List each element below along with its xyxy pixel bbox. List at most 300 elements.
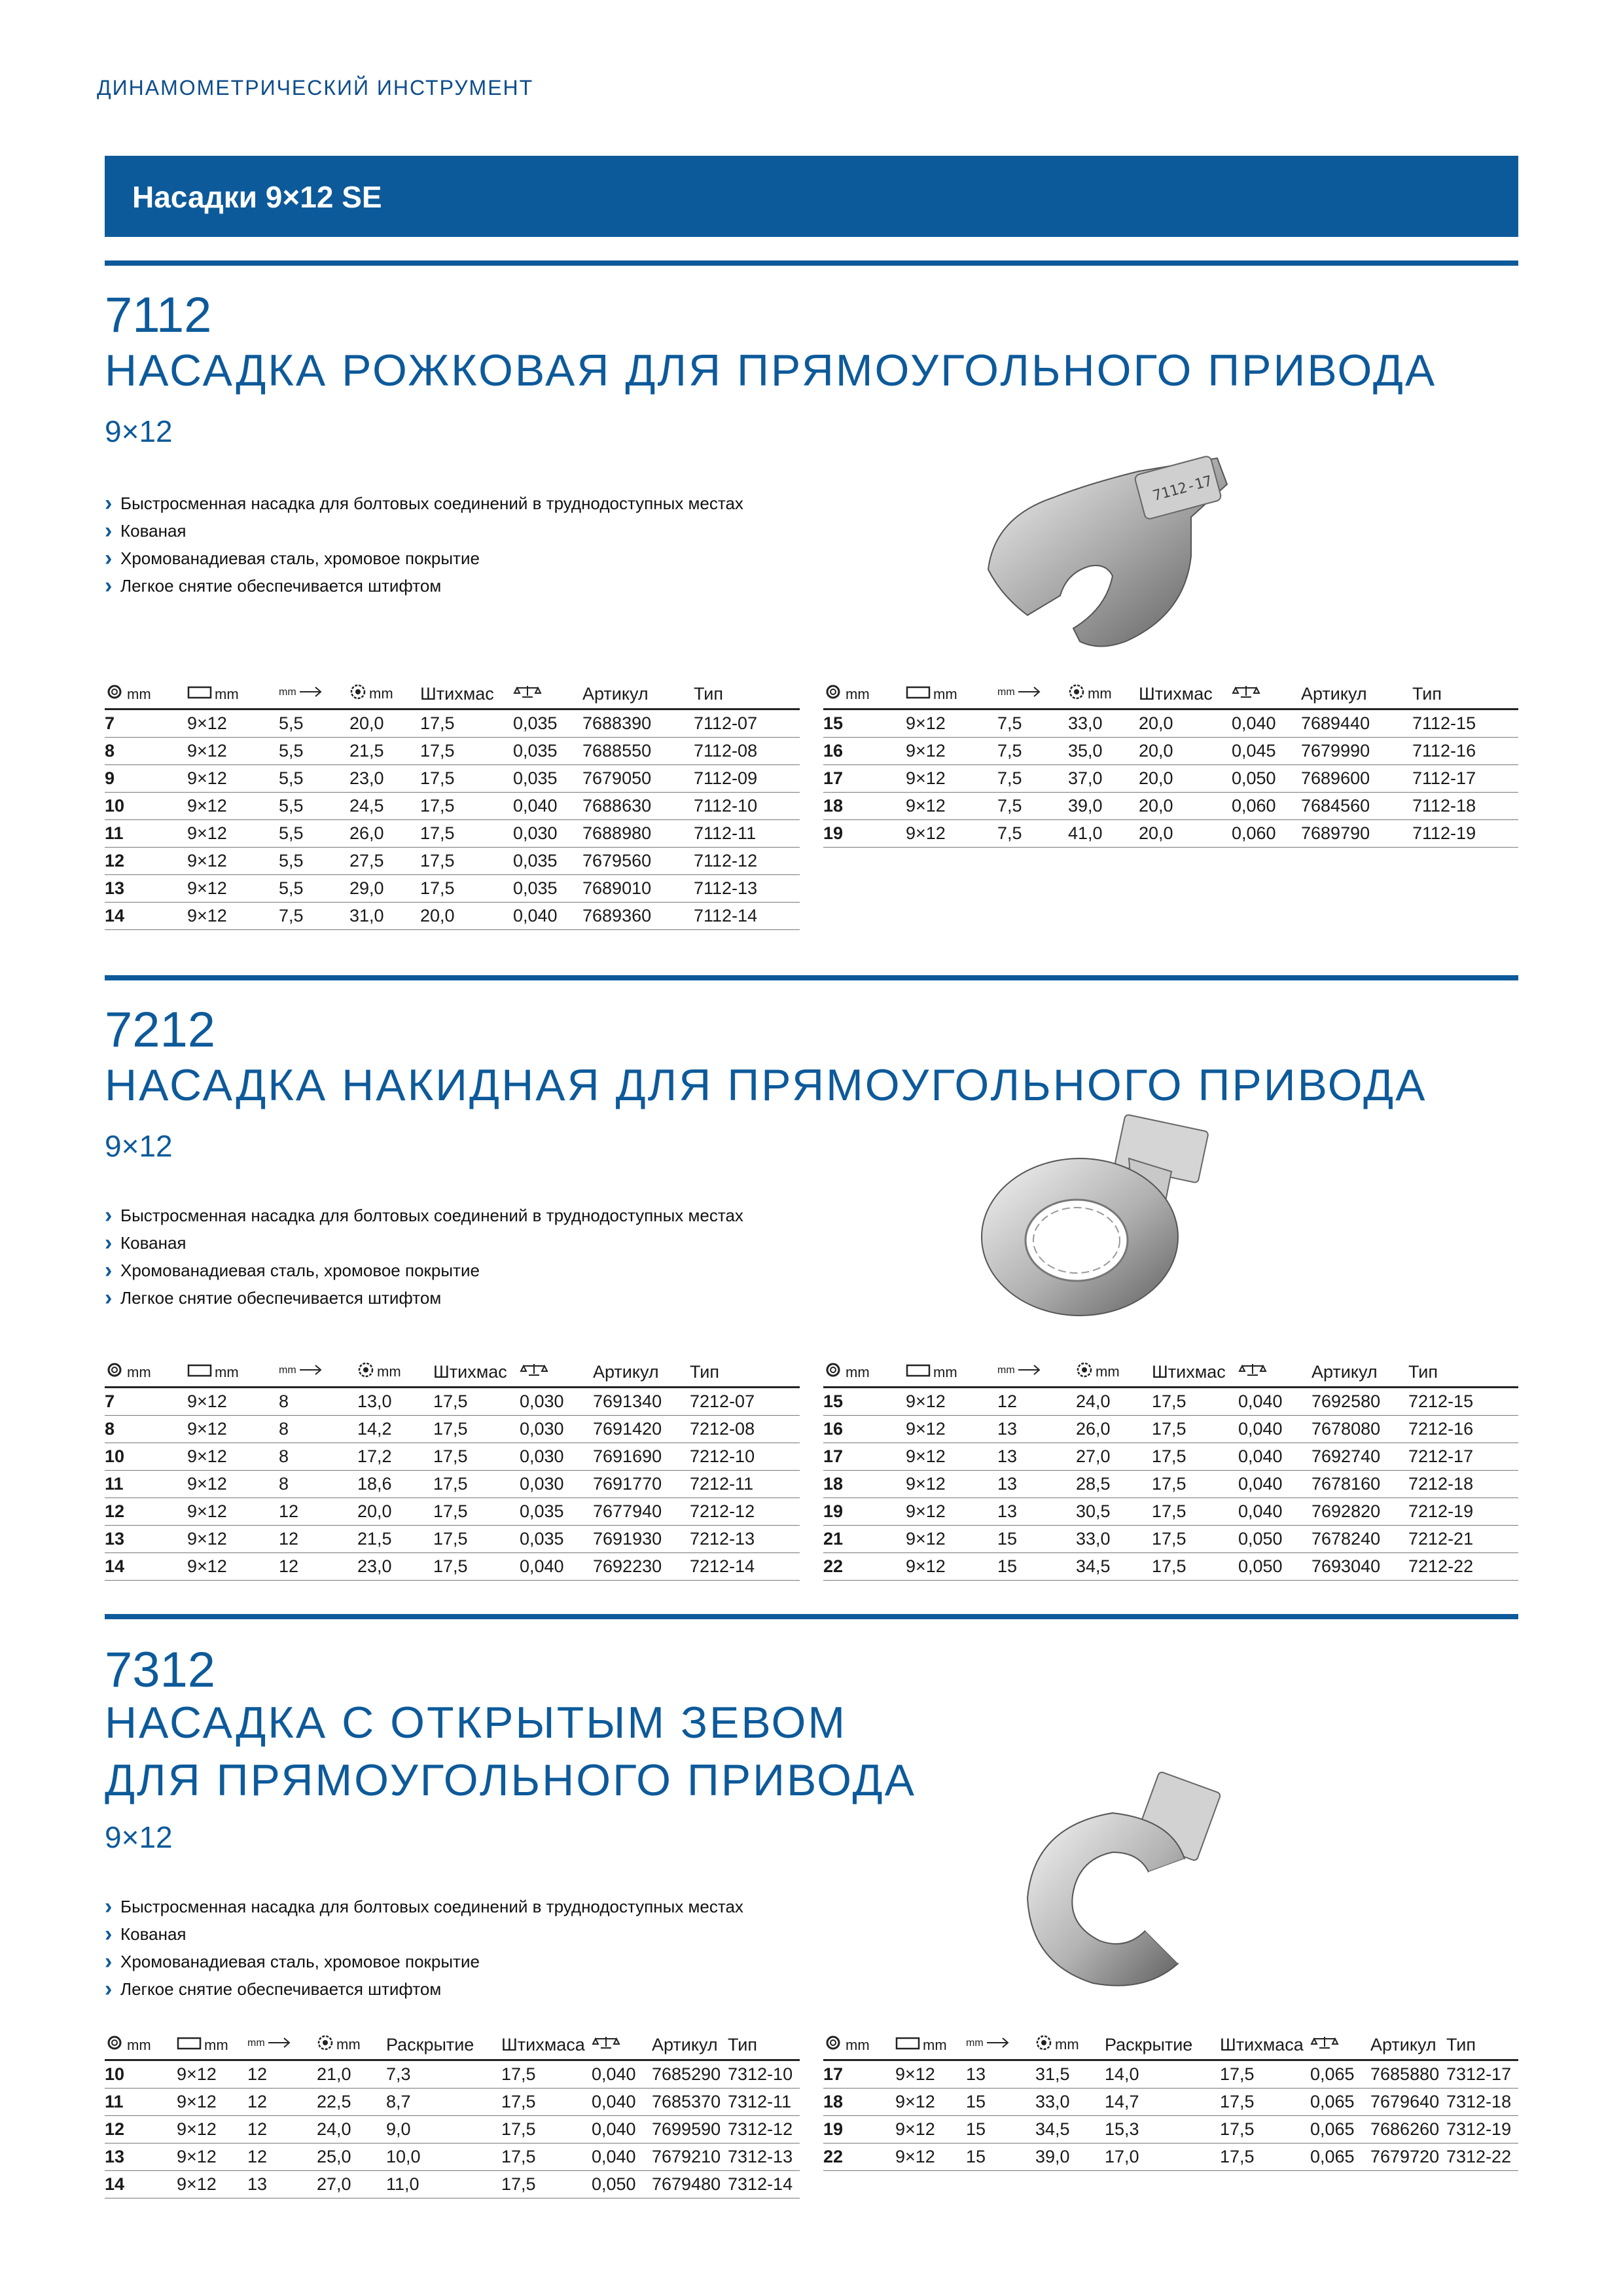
table-cell: 9×12: [177, 2116, 247, 2144]
table-header-row: [823, 1357, 1518, 1388]
table-cell: 0,045: [1232, 738, 1301, 765]
table-cell: 7112-13: [694, 875, 800, 903]
table-cell: 33,0: [1068, 709, 1139, 738]
table-cell: 9×12: [906, 1443, 997, 1471]
table-row: [105, 848, 800, 875]
spec-table-left: [105, 679, 800, 930]
table-cell: 7312-14: [728, 2171, 800, 2198]
size-cell: 19: [823, 820, 906, 848]
table-cell: 7112-07: [694, 709, 800, 738]
table-cell: 8: [279, 1471, 357, 1498]
hex-size-header: mm: [823, 1357, 906, 1388]
table-cell: 7112-18: [1412, 793, 1518, 820]
feature-list: [105, 1893, 743, 2003]
table-cell: 9×12: [187, 793, 279, 820]
table-cell: 7691690: [593, 1443, 690, 1471]
product-title-line-2: ДЛЯ ПРЯМОУГОЛЬНОГО ПРИВОДА: [105, 1755, 916, 1805]
table-row: [105, 1388, 800, 1416]
table-cell: 7679210: [652, 2144, 728, 2171]
chevron-right-icon: ›: [105, 1230, 113, 1255]
product-title: НАСАДКА НАКИДНАЯ ДЛЯ ПРЯМОУГОЛЬНОГО ПРИВОДА: [105, 1060, 1427, 1110]
table-cell: 0,030: [513, 820, 582, 848]
table-cell: 20,0: [357, 1498, 433, 1526]
table-cell: 0,030: [520, 1471, 593, 1498]
table-cell: 17,5: [433, 1416, 520, 1443]
head-size-header: mm: [1068, 679, 1139, 709]
size-cell: 13: [105, 2144, 177, 2171]
table-cell: 17,5: [1220, 2089, 1310, 2116]
article-header: Артикул: [1301, 679, 1412, 709]
table-cell: 26,0: [349, 820, 420, 848]
table-row: [823, 1416, 1518, 1443]
size-cell: 14: [105, 1553, 187, 1581]
table-cell: 17,5: [1220, 2060, 1310, 2089]
hex-size-header: mm: [105, 2030, 177, 2060]
table-cell: 12: [997, 1388, 1076, 1416]
table-cell: 0,040: [1238, 1498, 1311, 1526]
feature-item: › Кованая: [105, 1922, 187, 1946]
table-cell: 12: [247, 2060, 317, 2089]
table-cell: 7679640: [1370, 2089, 1446, 2116]
table-row: [823, 709, 1518, 738]
table-cell: 5,5: [279, 875, 349, 903]
table-row: [823, 2089, 1518, 2116]
article-header: Артикул: [1370, 2030, 1446, 2060]
table-cell: 17,5: [501, 2060, 592, 2089]
table-header-row: [105, 679, 800, 709]
table-cell: 0,040: [513, 903, 582, 930]
table-cell: 0,050: [1238, 1526, 1311, 1553]
table-row: [105, 1526, 800, 1553]
table-row: [823, 820, 1518, 848]
article-header: Артикул: [582, 679, 694, 709]
size-cell: 18: [823, 2089, 895, 2116]
square-drive-icon: [906, 684, 931, 704]
table-cell: 7312-18: [1446, 2089, 1518, 2116]
table-cell: 7685370: [652, 2089, 728, 2116]
table-cell: 9×12: [177, 2089, 247, 2116]
table-cell: 8,7: [386, 2089, 501, 2116]
table-cell: 7212-21: [1408, 1526, 1518, 1553]
table-cell: 7689600: [1301, 765, 1412, 793]
offset-header: [997, 1357, 1076, 1388]
table-cell: 37,0: [1068, 765, 1139, 793]
table-cell: 7678080: [1311, 1416, 1408, 1443]
head-diameter-icon: [317, 2034, 334, 2056]
type-header: Тип: [728, 2030, 800, 2060]
table-cell: 9×12: [906, 709, 997, 738]
table-cell: 17,5: [433, 1498, 520, 1526]
table-cell: 17,5: [501, 2116, 592, 2144]
table-cell: 25,0: [317, 2144, 386, 2171]
table-header-row: [105, 2030, 800, 2060]
table-cell: 15: [997, 1526, 1076, 1553]
head-size-header: mm: [357, 1357, 433, 1388]
table-cell: 7212-07: [690, 1388, 800, 1416]
table-cell: 5,5: [279, 820, 349, 848]
svg-text:mm: mm: [966, 2037, 984, 2049]
feature-list: [105, 1202, 743, 1312]
table-cell: 7112-14: [694, 903, 800, 930]
size-cell: 7: [105, 709, 187, 738]
product-code: 7112: [105, 287, 212, 343]
table-cell: 17,5: [420, 848, 513, 875]
table-cell: 13: [247, 2171, 317, 2198]
table-cell: 30,5: [1076, 1498, 1152, 1526]
table-cell: 9×12: [906, 793, 997, 820]
table-cell: 9×12: [187, 848, 279, 875]
table-cell: 9×12: [895, 2089, 966, 2116]
table-cell: 8: [279, 1388, 357, 1416]
table-cell: 13: [997, 1443, 1076, 1471]
type-header: Тип: [1408, 1357, 1518, 1388]
offset-header: [997, 679, 1068, 709]
square-drive-icon: [187, 1362, 212, 1382]
table-cell: 7684560: [1301, 793, 1412, 820]
head-diameter-icon: [357, 1361, 374, 1383]
table-cell: 11,0: [386, 2171, 501, 2198]
table-cell: 27,5: [349, 848, 420, 875]
table-cell: 15: [966, 2116, 1035, 2144]
size-cell: 16: [823, 738, 906, 765]
size-cell: 21: [823, 1526, 906, 1553]
table-cell: 7,5: [997, 793, 1068, 820]
table-cell: 0,050: [1238, 1553, 1311, 1581]
table-cell: 7312-12: [728, 2116, 800, 2144]
ring-spanner-icon: [105, 2035, 124, 2055]
scale-weight-icon: [1310, 2035, 1339, 2055]
table-cell: 7112-11: [694, 820, 800, 848]
size-cell: 22: [823, 1553, 906, 1581]
table-cell: 24,5: [349, 793, 420, 820]
size-cell: 17: [823, 2060, 895, 2089]
table-cell: 7212-12: [690, 1498, 800, 1526]
table-cell: 7212-17: [1408, 1443, 1518, 1471]
table-cell: 7212-18: [1408, 1471, 1518, 1498]
table-cell: 17,5: [1152, 1471, 1238, 1498]
svg-text:mm: mm: [997, 686, 1015, 698]
size-cell: 13: [105, 1526, 187, 1553]
table-cell: 9×12: [187, 1471, 279, 1498]
table-cell: 9×12: [906, 1498, 997, 1526]
table-cell: 7212-08: [690, 1416, 800, 1443]
table-cell: 0,040: [592, 2116, 652, 2144]
chevron-right-icon: ›: [105, 1285, 113, 1310]
table-cell: 20,0: [1139, 738, 1232, 765]
table-cell: 9×12: [906, 765, 997, 793]
table-cell: 0,040: [1238, 1443, 1311, 1471]
size-cell: 12: [105, 2116, 177, 2144]
table-cell: 9×12: [177, 2060, 247, 2089]
table-cell: 17,5: [420, 738, 513, 765]
scale-weight-icon: [520, 1362, 548, 1382]
table-row: [823, 793, 1518, 820]
product-subtitle: 9×12: [105, 1129, 173, 1163]
stich-header: Штихмаса: [1220, 2030, 1310, 2060]
stich-header: Штихмас: [420, 679, 513, 709]
type-header: Тип: [694, 679, 800, 709]
table-cell: 7692740: [1311, 1443, 1408, 1471]
table-cell: 24,0: [1076, 1388, 1152, 1416]
head-diameter-icon: [1068, 683, 1085, 705]
size-cell: 10: [105, 793, 187, 820]
table-cell: 7312-17: [1446, 2060, 1518, 2089]
chevron-right-icon: ›: [105, 1977, 113, 2001]
head-size-header: mm: [349, 679, 420, 709]
table-cell: 17,5: [501, 2171, 592, 2198]
feature-item: › Кованая: [105, 1230, 187, 1255]
table-row: [105, 1443, 800, 1471]
table-cell: 7,5: [997, 709, 1068, 738]
spec-table-left: [105, 2030, 800, 2198]
square-drive-icon: [906, 1362, 931, 1382]
open-end-wrench-image: [975, 445, 1237, 661]
table-cell: 7312-11: [728, 2089, 800, 2116]
table-cell: 26,0: [1076, 1416, 1152, 1443]
table-cell: 17,5: [1152, 1416, 1238, 1443]
table-row: [105, 1471, 800, 1498]
chevron-right-icon: ›: [105, 1922, 113, 1946]
hex-size-header: mm: [823, 679, 906, 709]
size-cell: 11: [105, 1471, 187, 1498]
drive-size-header: mm: [906, 679, 997, 709]
table-cell: 13,0: [357, 1388, 433, 1416]
offset-dimension-icon: [966, 2034, 1012, 2056]
table-cell: 7685290: [652, 2060, 728, 2089]
table-cell: 9×12: [895, 2144, 966, 2171]
table-cell: 9×12: [906, 1471, 997, 1498]
head-size-header: mm: [317, 2030, 386, 2060]
product-code: 7212: [105, 1002, 216, 1058]
table-cell: 17,5: [420, 709, 513, 738]
table-row: [105, 2089, 800, 2116]
table-cell: 7692230: [593, 1553, 690, 1581]
table-cell: 9×12: [177, 2144, 247, 2171]
table-cell: 7679560: [582, 848, 694, 875]
chevron-right-icon: ›: [105, 546, 113, 571]
table-cell: 8: [279, 1443, 357, 1471]
table-row: [105, 1498, 800, 1526]
table-row: [823, 738, 1518, 765]
size-cell: 7: [105, 1388, 187, 1416]
table-row: [105, 903, 800, 930]
table-row: [105, 2144, 800, 2171]
offset-dimension-icon: [279, 1361, 325, 1383]
chevron-right-icon: ›: [105, 1949, 113, 1974]
table-row: [105, 2171, 800, 2198]
opening-header: Раскрытие: [1105, 2030, 1220, 2060]
table-cell: 39,0: [1035, 2144, 1105, 2171]
table-cell: 17,5: [1152, 1388, 1238, 1416]
table-cell: 7212-15: [1408, 1388, 1518, 1416]
table-cell: 17,5: [1220, 2116, 1310, 2144]
feature-list: [105, 490, 743, 600]
table-cell: 7689440: [1301, 709, 1412, 738]
head-diameter-icon: [1076, 1361, 1093, 1383]
svg-text:7112-17: 7112-17: [1151, 473, 1215, 505]
hex-size-header: mm: [105, 1357, 187, 1388]
hex-size-header: mm: [105, 679, 187, 709]
table-row: [823, 2144, 1518, 2171]
stich-header: Штихмас: [1152, 1357, 1238, 1388]
table-cell: 9×12: [187, 738, 279, 765]
table-cell: 7112-17: [1412, 765, 1518, 793]
table-cell: 34,5: [1076, 1553, 1152, 1581]
size-cell: 22: [823, 2144, 895, 2171]
table-cell: 15: [966, 2089, 1035, 2116]
table-row: [823, 765, 1518, 793]
table-cell: 7112-09: [694, 765, 800, 793]
table-cell: 8: [279, 1416, 357, 1443]
size-cell: 17: [823, 765, 906, 793]
weight-header: [513, 679, 582, 709]
table-cell: 35,0: [1068, 738, 1139, 765]
product-code: 7312: [105, 1642, 216, 1698]
size-cell: 11: [105, 820, 187, 848]
table-cell: 39,0: [1068, 793, 1139, 820]
scale-weight-icon: [592, 2035, 620, 2055]
chevron-right-icon: ›: [105, 518, 113, 543]
size-cell: 10: [105, 2060, 177, 2089]
table-cell: 17,5: [420, 875, 513, 903]
table-cell: 22,5: [317, 2089, 386, 2116]
table-cell: 7678240: [1311, 1526, 1408, 1553]
table-cell: 9×12: [906, 1553, 997, 1581]
table-cell: 20,0: [1139, 765, 1232, 793]
scale-weight-icon: [1238, 1362, 1267, 1382]
table-cell: 14,2: [357, 1416, 433, 1443]
table-cell: 29,0: [349, 875, 420, 903]
offset-dimension-icon: [997, 683, 1043, 705]
table-cell: 7689360: [582, 903, 694, 930]
table-cell: 7688980: [582, 820, 694, 848]
table-cell: 9×12: [187, 1526, 279, 1553]
ring-spanner-icon: [105, 684, 124, 704]
table-cell: 13: [997, 1498, 1076, 1526]
table-cell: 7692820: [1311, 1498, 1408, 1526]
table-cell: 5,5: [279, 765, 349, 793]
size-cell: 14: [105, 2171, 177, 2198]
table-cell: 7312-22: [1446, 2144, 1518, 2171]
head-size-header: mm: [1035, 2030, 1105, 2060]
table-cell: 7212-13: [690, 1526, 800, 1553]
table-cell: 14,0: [1105, 2060, 1220, 2089]
spec-table-right: [823, 2030, 1518, 2171]
table-cell: 7689010: [582, 875, 694, 903]
table-cell: 20,0: [1139, 820, 1232, 848]
table-row: [105, 875, 800, 903]
table-cell: 0,040: [1238, 1388, 1311, 1416]
article-header: Артикул: [652, 2030, 728, 2060]
table-cell: 5,5: [279, 738, 349, 765]
size-cell: 9: [105, 765, 187, 793]
table-cell: 17,5: [433, 1526, 520, 1553]
table-cell: 13: [997, 1416, 1076, 1443]
table-cell: 0,035: [513, 709, 582, 738]
table-cell: 9×12: [187, 1388, 279, 1416]
table-cell: 0,035: [513, 848, 582, 875]
table-cell: 12: [247, 2144, 317, 2171]
table-cell: 7691340: [593, 1388, 690, 1416]
offset-header: [279, 679, 349, 709]
table-cell: 7312-19: [1446, 2116, 1518, 2144]
table-cell: 7112-19: [1412, 820, 1518, 848]
table-cell: 12: [247, 2116, 317, 2144]
table-cell: 0,040: [592, 2060, 652, 2089]
feature-item: › Кованая: [105, 518, 187, 543]
table-cell: 7112-10: [694, 793, 800, 820]
table-cell: 0,035: [520, 1526, 593, 1553]
table-cell: 15: [966, 2144, 1035, 2171]
offset-dimension-icon: [279, 683, 325, 705]
table-cell: 0,030: [520, 1443, 593, 1471]
table-cell: 0,040: [592, 2144, 652, 2171]
table-cell: 7699590: [652, 2116, 728, 2144]
table-cell: 17,5: [420, 793, 513, 820]
table-header-row: [823, 679, 1518, 709]
offset-header: [966, 2030, 1035, 2060]
chevron-right-icon: ›: [105, 1203, 113, 1228]
banner-title: Насадки 9×12 SE: [132, 180, 382, 214]
table-cell: 9×12: [187, 1416, 279, 1443]
table-cell: 0,035: [513, 738, 582, 765]
table-cell: 7692580: [1311, 1388, 1408, 1416]
chevron-right-icon: ›: [105, 1258, 113, 1283]
table-cell: 23,0: [349, 765, 420, 793]
table-row: [823, 1498, 1518, 1526]
drive-size-header: mm: [177, 2030, 247, 2060]
table-cell: 7679720: [1370, 2144, 1446, 2171]
feature-item: › Быстросменная насадка для болтовых соединений в труднодоступных местах: [105, 1203, 743, 1228]
table-cell: 7112-12: [694, 848, 800, 875]
table-cell: 21,5: [349, 738, 420, 765]
table-cell: 7679050: [582, 765, 694, 793]
table-cell: 9×12: [187, 765, 279, 793]
offset-header: [247, 2030, 317, 2060]
table-cell: 0,035: [513, 765, 582, 793]
divider: [105, 975, 1518, 980]
table-cell: 7112-15: [1412, 709, 1518, 738]
table-cell: 17,0: [1105, 2144, 1220, 2171]
table-header-row: [823, 2030, 1518, 2060]
table-cell: 7212-10: [690, 1443, 800, 1471]
table-cell: 7212-11: [690, 1471, 800, 1498]
table-row: [823, 1443, 1518, 1471]
table-cell: 0,065: [1310, 2089, 1370, 2116]
size-cell: 14: [105, 903, 187, 930]
table-cell: 0,050: [1232, 765, 1301, 793]
table-row: [105, 793, 800, 820]
table-cell: 9×12: [906, 1388, 997, 1416]
product-title-line-1: НАСАДКА С ОТКРЫТЫМ ЗЕВОМ: [105, 1698, 847, 1748]
table-cell: 0,065: [1310, 2144, 1370, 2171]
table-cell: 7212-19: [1408, 1498, 1518, 1526]
table-cell: 17,5: [1152, 1553, 1238, 1581]
ring-spanner-icon: [105, 1362, 124, 1382]
type-header: Тип: [690, 1357, 800, 1388]
weight-header: [1238, 1357, 1311, 1388]
table-cell: 20,0: [1139, 709, 1232, 738]
table-row: [823, 1388, 1518, 1416]
table-cell: 9×12: [177, 2171, 247, 2198]
table-cell: 13: [966, 2060, 1035, 2089]
table-cell: 15: [997, 1553, 1076, 1581]
scale-weight-icon: [1232, 684, 1260, 704]
product-subtitle: 9×12: [105, 1820, 173, 1854]
product-subtitle: 9×12: [105, 414, 173, 448]
stich-header: Штихмаса: [501, 2030, 592, 2060]
chevron-right-icon: ›: [105, 573, 113, 598]
